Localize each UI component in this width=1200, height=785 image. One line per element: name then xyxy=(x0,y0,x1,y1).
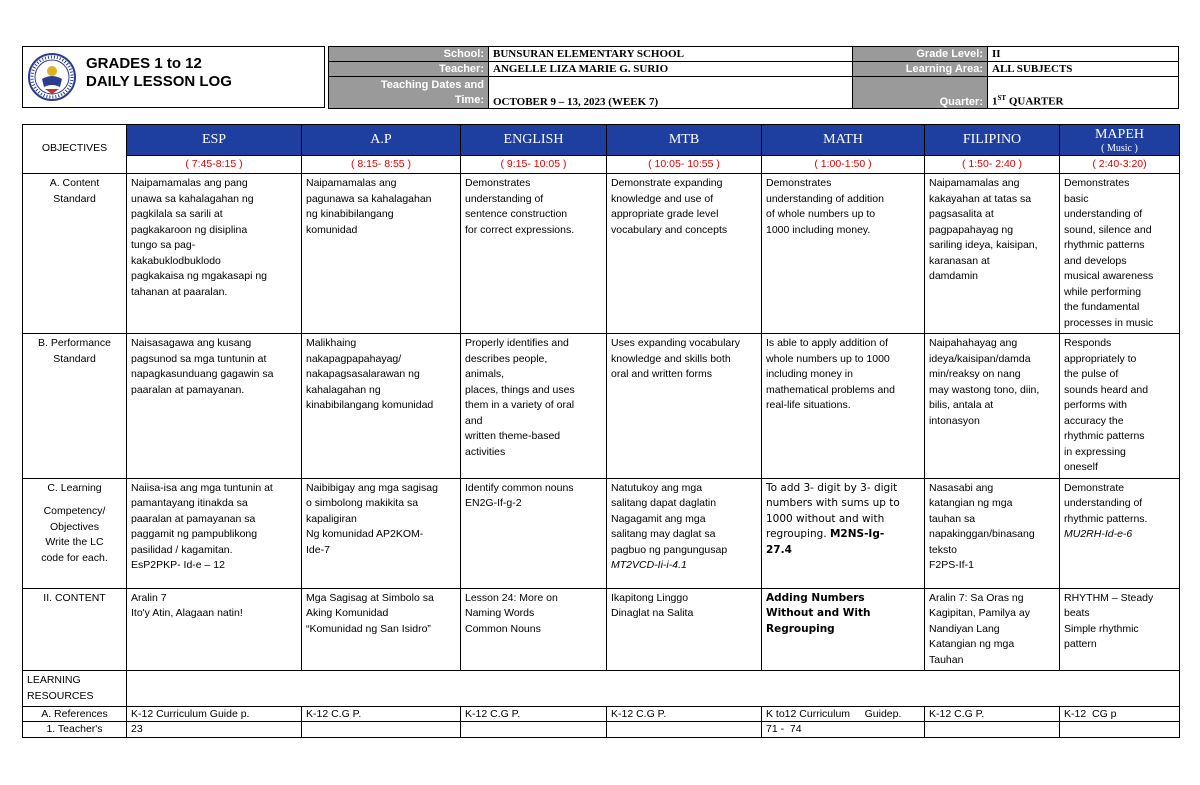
content-standard-mtb-line: vocabulary and concepts xyxy=(611,223,728,236)
learning-competency-label-line3: Objectives xyxy=(49,520,100,533)
teacher-value: ANGELLE LIZA MARIE G. SURIO xyxy=(489,62,853,77)
content-mapeh-line: beats xyxy=(1064,607,1090,619)
learning-competency-filipino-text-line: napakinggan/binasang xyxy=(929,528,1035,540)
content-english-line: Naming Words xyxy=(465,607,535,619)
school-label: School: xyxy=(329,47,489,62)
learning-competency-mtb-text-line: pagbuo ng pangungusap xyxy=(611,543,728,556)
content-standard-mtb-line: Demonstrate expanding xyxy=(611,177,723,189)
learning-competency-mtb-text-line: salitang dapat daglatin xyxy=(611,497,717,509)
references-label: A. References xyxy=(23,707,127,722)
content-standard-mapeh-line: the fundamental xyxy=(1064,301,1140,313)
teacher-label: Teacher: xyxy=(329,62,489,77)
performance-standard-mapeh-line: accuracy the xyxy=(1064,414,1124,427)
learning-area-label: Learning Area: xyxy=(853,62,988,77)
content-esp-line: Aralin 7 xyxy=(131,591,167,604)
time-english: ( 9:15- 10:05 ) xyxy=(461,156,607,174)
content-standard-esp-line: tungo sa pag- xyxy=(131,239,196,251)
content-standard-label-line1: A. Content xyxy=(49,177,100,189)
subject-math: MATH xyxy=(762,125,925,156)
performance-standard-mtb xyxy=(607,334,762,479)
subject-esp: ESP xyxy=(127,125,302,156)
references-mapeh: K-12 CG p xyxy=(1060,707,1180,722)
learning-resources-label xyxy=(23,671,127,707)
performance-standard-label-line2: Standard xyxy=(53,352,96,365)
performance-standard-ap-line: Malikhaing xyxy=(306,337,357,349)
learning-competency-label xyxy=(23,478,127,588)
learning-competency-mtb-code: MT2VCD-Ii-i-4.1 xyxy=(611,559,687,571)
subject-mapeh xyxy=(1060,125,1180,156)
content-standard-mapeh-line: and develops xyxy=(1064,254,1127,267)
content-math-line: Regrouping xyxy=(766,622,835,635)
performance-standard-mtb-line: knowledge and skills both xyxy=(611,352,731,365)
content-filipino-line: Aralin 7: Sa Oras ng xyxy=(929,591,1024,604)
content-english xyxy=(461,588,607,671)
references-math: K to12 Curriculum Guidep. xyxy=(762,707,925,722)
performance-standard-ap-line: nakapagsasalarawan ng xyxy=(306,368,420,380)
learning-competency-filipino-code: F2PS-If-1 xyxy=(929,559,974,571)
content-standard-english xyxy=(461,174,607,334)
performance-standard-mtb-line: Uses expanding vocabulary xyxy=(611,337,740,349)
content-standard-mtb-line: knowledge and use of xyxy=(611,192,714,205)
content-standard-esp-line: pagkakaroon ng disiplina xyxy=(131,223,248,236)
teaching-dates-value: OCTOBER 9 – 13, 2023 (WEEK 7) xyxy=(489,77,853,109)
learning-competency-mapeh xyxy=(1060,478,1180,588)
subject-mtb: MTB xyxy=(607,125,762,156)
content-standard-filipino-line: Naipamamalas ang xyxy=(929,177,1020,189)
performance-standard-mapeh-line: oneself xyxy=(1064,461,1098,473)
learning-competency-ap-text xyxy=(306,481,456,528)
performance-standard-english-line: them in a variety of oral xyxy=(465,399,575,411)
performance-standard-ap-line: kahalagahan ng xyxy=(306,383,381,396)
content-standard-mapeh-line: sound, silence and xyxy=(1064,223,1152,236)
content-standard-filipino-line: sariling ideya, kaisipan, xyxy=(929,239,1038,251)
performance-standard-math xyxy=(762,334,925,479)
time-mtb: ( 10:05- 10:55 ) xyxy=(607,156,762,174)
performance-standard-filipino-line: min/reaksy on nang xyxy=(929,368,1021,380)
teaching-dates-label xyxy=(329,77,489,109)
content-filipino-line: Tauhan xyxy=(929,653,964,666)
performance-standard-mapeh-line: in expressing xyxy=(1064,445,1126,458)
content-standard-mapeh-line: understanding of xyxy=(1064,208,1143,220)
time-math: ( 1:00-1:50 ) xyxy=(762,156,925,174)
content-filipino xyxy=(925,588,1060,671)
references-esp: K-12 Curriculum Guide p. xyxy=(127,707,302,722)
content-standard-mapeh-line: musical awareness xyxy=(1064,270,1154,282)
content-standard-english-line: for correct expressions. xyxy=(465,223,575,236)
performance-standard-filipino-line: Naipahahayag ang xyxy=(929,337,1018,349)
learning-competency-english-text xyxy=(465,481,602,497)
performance-standard-math-line: real-life situations. xyxy=(766,399,851,411)
references-mtb: K-12 C.G P. xyxy=(607,707,762,722)
performance-standard-mapeh-line: rhythmic patterns xyxy=(1064,430,1145,442)
learning-competency-ap-text-line: o simbolong makikita sa xyxy=(306,497,419,509)
performance-standard-filipino-line: bilis, antala at xyxy=(929,399,994,411)
learning-competency-english-code: EN2G-If-g-2 xyxy=(465,497,522,509)
learning-competency-mtb xyxy=(607,478,762,588)
learning-competency-filipino-text-line: Nasasabi ang xyxy=(929,481,994,494)
learning-competency-math-text-line: To add 3- digit by 3- digit xyxy=(766,481,898,494)
performance-standard-english-line: Properly identifies and xyxy=(465,337,569,349)
performance-standard-esp-line: paaralan at pamayanan. xyxy=(131,383,245,396)
content-standard-filipino-line: damdamin xyxy=(929,270,979,282)
learning-competency-esp xyxy=(127,478,302,588)
performance-standard-esp-line: napagkasunduang gagawin sa xyxy=(131,368,274,380)
content-mtb-line: Ikapitong Linggo xyxy=(611,591,689,604)
school-value: BUNSURAN ELEMENTARY SCHOOL xyxy=(489,47,853,62)
learning-competency-mapeh-text xyxy=(1064,481,1175,528)
learning-competency-label-line2: Competency/ xyxy=(43,505,106,517)
learning-competency-esp-text-line: paggamit ng pampublikong xyxy=(131,528,258,540)
performance-standard-english-line: places, things and uses xyxy=(465,383,575,396)
learning-competency-filipino xyxy=(925,478,1060,588)
learning-competency-math-text-line: 1000 without and with xyxy=(766,512,885,525)
time-esp: ( 7:45-8:15 ) xyxy=(127,156,302,174)
content-standard-ap-line: komunidad xyxy=(306,223,358,236)
content-standard-esp-line: pagkakaisa ng mgakasapi ng xyxy=(131,270,268,282)
learning-resources-label-line1: LEARNING xyxy=(27,674,81,686)
content-esp xyxy=(127,588,302,671)
content-standard-math-line: understanding of addition xyxy=(766,192,884,205)
grade-level-value: II xyxy=(988,47,1179,62)
learning-competency-english-text-line: Identify common nouns xyxy=(465,481,574,494)
references-english: K-12 C.G P. xyxy=(461,707,607,722)
learning-competency-label-line1: C. Learning xyxy=(47,481,102,494)
learning-competency-mtb-text-line: salitang may daglat sa xyxy=(611,528,716,540)
content-standard-ap-line: ng kinabibilangang xyxy=(306,208,394,220)
content-mtb-line: Dinaglat na Salita xyxy=(611,607,694,619)
performance-standard-english-line: describes people, xyxy=(465,352,548,365)
content-ap xyxy=(302,588,461,671)
learning-competency-mapeh-text-line: rhythmic patterns. xyxy=(1064,512,1148,525)
performance-standard-filipino xyxy=(925,334,1060,479)
quarter-label: Quarter: xyxy=(853,77,988,109)
deped-seal-icon xyxy=(28,49,76,105)
learning-competency-math-text xyxy=(766,481,920,528)
content-filipino-line: Katangian ng mga xyxy=(929,638,1015,650)
log-title-line2: DAILY LESSON LOG xyxy=(86,73,232,90)
learning-competency-math-text-line: numbers with sums up to xyxy=(766,497,900,509)
content-standard-mapeh-line: Demonstrates xyxy=(1064,177,1130,189)
learning-competency-esp-code: EsP2PKP- Id-e – 12 xyxy=(131,559,225,571)
content-standard-esp-line: kakabuklodbuklodo xyxy=(131,254,221,267)
learning-resources-label-line2: RESOURCES xyxy=(27,689,94,702)
learning-competency-mapeh-text-line: understanding of xyxy=(1064,497,1143,509)
teaching-dates-label-line1: Teaching Dates and xyxy=(380,79,484,91)
content-standard-mapeh-line: while performing xyxy=(1064,285,1142,298)
performance-standard-ap xyxy=(302,334,461,479)
content-label: II. CONTENT xyxy=(23,588,127,671)
learning-competency-english xyxy=(461,478,607,588)
performance-standard-english-line: and xyxy=(465,414,483,427)
time-mapeh: ( 2:40-3:20) xyxy=(1060,156,1180,174)
learning-competency-esp-text-line: Naiisa-isa ang mga tuntunin at xyxy=(131,481,273,494)
content-standard-esp-line: unawa sa kahalagahan ng xyxy=(131,192,254,205)
learning-competency-ap-text-line: Naibibigay ang mga sagisag xyxy=(306,481,438,494)
performance-standard-filipino-line: ideya/kaisipan/damda xyxy=(929,352,1031,365)
learning-competency-ap-code2: Ide-7 xyxy=(306,543,330,556)
content-mapeh xyxy=(1060,588,1180,671)
teachers-guide-ap xyxy=(302,722,461,738)
teaching-dates-label-line2: Time: xyxy=(454,94,484,106)
content-standard-filipino xyxy=(925,174,1060,334)
performance-standard-mapeh-line: sounds heard and xyxy=(1064,383,1149,396)
content-standard-filipino-line: pagsasalita at xyxy=(929,208,994,220)
content-standard-esp-line: tahanan at paaralan. xyxy=(131,285,228,298)
quarter-value xyxy=(988,77,1179,109)
content-english-line: Lesson 24: More on xyxy=(465,591,558,604)
performance-standard-label xyxy=(23,334,127,479)
grade-level-label: Grade Level: xyxy=(853,47,988,62)
performance-standard-label-line1: B. Performance xyxy=(38,337,111,349)
quarter-word: QUARTER xyxy=(1006,96,1064,108)
log-title-line1: GRADES 1 to 12 xyxy=(86,55,202,72)
teachers-guide-mtb xyxy=(607,722,762,738)
content-standard-mapeh-line: basic xyxy=(1064,192,1089,205)
content-ap-line: “Komunidad ng San Isidro” xyxy=(306,622,431,635)
content-math xyxy=(762,588,925,671)
content-standard-mtb-line: appropriate grade level xyxy=(611,208,719,220)
performance-standard-mapeh-line: performs with xyxy=(1064,399,1128,411)
performance-standard-esp-line: Naisasagawa ang kusang xyxy=(131,337,252,349)
learning-competency-esp-text xyxy=(131,481,297,559)
time-ap: ( 8:15- 8:55 ) xyxy=(302,156,461,174)
lesson-log-table xyxy=(22,124,1180,738)
learning-competency-math-code2: 27.4 xyxy=(766,543,792,556)
performance-standard-english-line: written theme-based xyxy=(465,430,561,442)
performance-standard-math-line: including money in xyxy=(766,368,853,380)
content-standard-esp xyxy=(127,174,302,334)
performance-standard-mapeh xyxy=(1060,334,1180,479)
performance-standard-filipino-line: intonasyon xyxy=(929,414,980,427)
performance-standard-mtb-line: oral and written forms xyxy=(611,368,712,380)
content-standard-math-line: 1000 including money. xyxy=(766,223,871,236)
learning-competency-math-code: M2NS-Ig- xyxy=(829,528,885,540)
performance-standard-filipino-line: may wastong tono, diin, xyxy=(929,383,1040,396)
content-standard-label xyxy=(23,174,127,334)
quarter-suffix: ST xyxy=(997,94,1007,103)
performance-standard-ap-line: nakapagpapahayag/ xyxy=(306,352,402,365)
learning-competency-filipino-text-line: tauhan sa xyxy=(929,512,976,525)
content-standard-ap-line: pagunawa sa kahalagahan xyxy=(306,192,432,205)
teachers-guide-math: 71 - 74 xyxy=(762,722,925,738)
content-standard-filipino-line: kakayahan at tatas sa xyxy=(929,192,1032,205)
learning-competency-mtb-text-line: Natutukoy ang mga xyxy=(611,481,703,494)
content-esp-line: Ito'y Atin, Alagaan natin! xyxy=(131,607,243,619)
content-standard-ap xyxy=(302,174,461,334)
performance-standard-mapeh-line: the pulse of xyxy=(1064,368,1119,380)
subject-mapeh-title: MAPEH xyxy=(1094,126,1144,142)
performance-standard-mapeh-line: Responds xyxy=(1064,337,1112,349)
content-math-line: Without and With xyxy=(766,607,871,619)
content-standard-filipino-line: pagpapahayag ng xyxy=(929,223,1014,236)
performance-standard-math-line: mathematical problems and xyxy=(766,383,895,396)
content-standard-math-line: Demonstrates xyxy=(766,177,832,189)
content-standard-label-line2: Standard xyxy=(53,192,96,205)
performance-standard-esp xyxy=(127,334,302,479)
content-filipino-line: Nandiyan Lang xyxy=(929,622,1000,635)
teachers-guide-english xyxy=(461,722,607,738)
learning-competency-math-last: regrouping. xyxy=(766,528,830,540)
content-math-line: Adding Numbers xyxy=(766,591,865,604)
performance-standard-math-line: whole numbers up to 1000 xyxy=(766,352,890,365)
references-ap: K-12 C.G P. xyxy=(302,707,461,722)
learning-competency-label-line5: code for each. xyxy=(41,551,108,564)
learning-competency-mapeh-text-line: Demonstrate xyxy=(1064,481,1125,494)
content-standard-ap-line: Naipamamalas ang xyxy=(306,177,397,189)
learning-competency-ap-code: Ng komunidad AP2KOM- xyxy=(306,528,424,540)
content-standard-esp-line: Naipamamalas ang pang xyxy=(131,177,248,189)
performance-standard-esp-line: pagsunod sa mga tuntunin at xyxy=(131,352,267,365)
content-ap-line: Mga Sagisag at Simbolo sa xyxy=(306,591,434,604)
subject-mapeh-subtitle: ( Music ) xyxy=(1101,142,1138,154)
subject-ap: A.P xyxy=(302,125,461,156)
references-filipino: K-12 C.G P. xyxy=(925,707,1060,722)
performance-standard-english-line: activities xyxy=(465,445,506,458)
content-standard-filipino-line: karanasan at xyxy=(929,254,990,267)
content-standard-english-line: Demonstrates xyxy=(465,177,531,189)
content-standard-mapeh xyxy=(1060,174,1180,334)
info-table xyxy=(328,46,1179,109)
performance-standard-ap-line: kinabibilangang komunidad xyxy=(306,399,434,411)
subject-filipino: FILIPINO xyxy=(925,125,1060,156)
quarter-number: 1 xyxy=(992,96,998,108)
learning-competency-filipino-text-line: katangian ng mga xyxy=(929,497,1013,509)
subject-english: ENGLISH xyxy=(461,125,607,156)
performance-standard-mapeh-line: appropriately to xyxy=(1064,352,1137,365)
content-standard-english-line: sentence construction xyxy=(465,208,568,220)
learning-competency-mtb-text-line: Nagagamit ang mga xyxy=(611,512,706,525)
content-standard-english-line: understanding of xyxy=(465,192,544,205)
teachers-guide-filipino xyxy=(925,722,1060,738)
teachers-guide-esp: 23 xyxy=(127,722,302,738)
content-standard-math xyxy=(762,174,925,334)
learning-area-value: ALL SUBJECTS xyxy=(988,62,1179,77)
learning-competency-esp-text-line: paaralan at pamayanan sa xyxy=(131,512,256,525)
learning-competency-esp-text-line: pasilidad / kagamitan. xyxy=(131,543,233,556)
performance-standard-english-line: animals, xyxy=(465,368,505,380)
learning-competency-mtb-text xyxy=(611,481,757,559)
learning-resources-cell xyxy=(127,671,1180,707)
learning-competency-mapeh-code: MU2RH-Id-e-6 xyxy=(1064,528,1133,540)
content-english-line: Common Nouns xyxy=(465,622,541,635)
time-filipino: ( 1:50- 2:40 ) xyxy=(925,156,1060,174)
content-mapeh-line: Simple rhythmic xyxy=(1064,622,1139,635)
learning-competency-label-line4: Write the LC xyxy=(45,536,104,548)
content-mapeh-line: RHYTHM – Steady xyxy=(1064,591,1154,604)
learning-competency-ap xyxy=(302,478,461,588)
teachers-guide-mapeh xyxy=(1060,722,1180,738)
performance-standard-english xyxy=(461,334,607,479)
content-standard-math-line: of whole numbers up to xyxy=(766,208,876,220)
content-standard-mtb xyxy=(607,174,762,334)
content-mapeh-line: pattern xyxy=(1064,638,1097,650)
objectives-label: OBJECTIVES xyxy=(23,125,127,174)
learning-competency-esp-text-line: pamantayang itinakda sa xyxy=(131,497,248,509)
content-ap-line: Aking Komunidad xyxy=(306,607,389,619)
content-standard-mapeh-line: processes in music xyxy=(1064,316,1154,329)
content-mtb xyxy=(607,588,762,671)
learning-competency-filipino-text-line: teksto xyxy=(929,543,958,556)
teachers-guide-label: 1. Teacher's xyxy=(23,722,127,738)
content-filipino-line: Kagipitan, Pamilya ay xyxy=(929,607,1030,619)
performance-standard-math-line: Is able to apply addition of xyxy=(766,337,889,349)
learning-competency-math xyxy=(762,478,925,588)
content-standard-mapeh-line: rhythmic patterns xyxy=(1064,239,1145,251)
learning-competency-filipino-text xyxy=(929,481,1055,559)
learning-competency-ap-text-line: kapaligiran xyxy=(306,512,357,525)
content-standard-esp-line: pagkilala sa sarili at xyxy=(131,208,223,220)
